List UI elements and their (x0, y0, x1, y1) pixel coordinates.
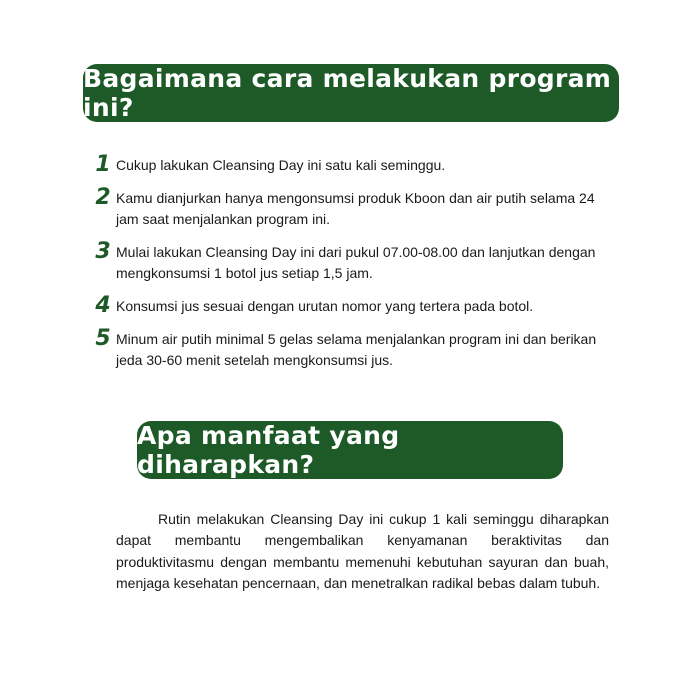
step-number: 4 (95, 293, 111, 318)
step-number: 2 (95, 185, 111, 210)
step-text: Mulai lakukan Cleansing Day ini dari pukul 07.00-08.00 dan lanjutkan dengan mengkonsumsi 1 botol jus setiap 1,5 jam. (116, 244, 596, 281)
step-item (92, 152, 612, 177)
step-item (92, 293, 612, 318)
step-number: 5 (95, 326, 111, 351)
section-1-title-banner (83, 64, 619, 122)
section-2-title-banner (137, 421, 563, 479)
section-2-title: Apa manfaat yang diharapkan? (137, 421, 400, 479)
step-item (92, 185, 612, 230)
step-text: Konsumsi jus sesuai dengan urutan nomor yang tertera pada botol. (116, 298, 534, 314)
step-text: Minum air putih minimal 5 gelas selama menjalankan program ini dan berikan jeda 30-60 menit setelah mengkonsumsi jus. (116, 331, 597, 368)
step-number: 1 (95, 152, 111, 177)
steps-list (92, 152, 612, 383)
benefits-paragraph: Rutin melakukan Cleansing Day ini cukup 1 kali seminggu diharapkan dapat membantu mengembalikan kenyamanan beraktivitas dan produktivitasmu dengan membantu memenuhi kebutuhan sayuran dan buah, menjaga kesehatan pencernaan, dan menetralkan radikal bebas dalam tubuh. (116, 511, 609, 591)
step-text: Kamu dianjurkan hanya mengonsumsi produk Kboon dan air putih selama 24 jam saat menjalankan program ini. (116, 190, 595, 227)
step-item (92, 326, 612, 371)
step-number: 3 (95, 239, 111, 264)
step-text: Cukup lakukan Cleansing Day ini satu kali seminggu. (116, 157, 446, 173)
step-item (92, 239, 612, 284)
section-1-title: Bagaimana cara melakukan program ini? (83, 64, 612, 122)
